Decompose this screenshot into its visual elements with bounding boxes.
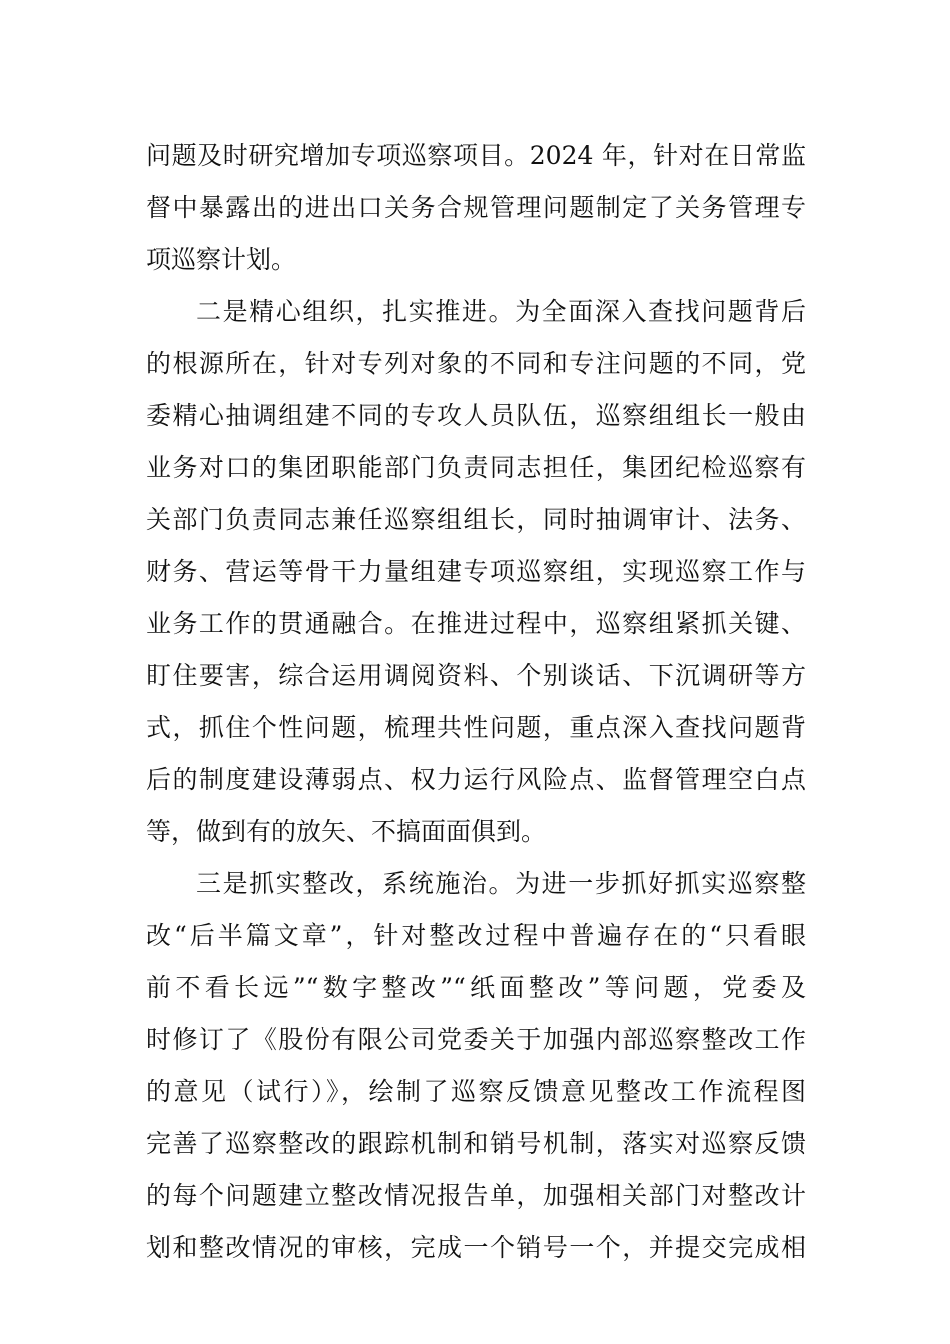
text-line: 项巡察计划。 bbox=[146, 245, 297, 274]
text-line: 委精心抽调组建不同的专攻人员队伍，巡察组组长一般由 bbox=[146, 401, 806, 430]
text-line: 的根源所在，针对专列对象的不同和专注问题的不同，党 bbox=[146, 349, 806, 378]
text-line: 前不看长远”“数字整改”“纸面整改”等问题，党委及 bbox=[146, 973, 806, 1002]
text-line: 督中暴露出的进出口关务合规管理问题制定了关务管理专 bbox=[146, 193, 806, 222]
text-line: 的每个问题建立整改情况报告单，加强相关部门对整改计 bbox=[146, 1181, 806, 1210]
text-line: 业务工作的贯通融合。在推进过程中，巡察组紧抓关键、 bbox=[146, 609, 806, 638]
text-line: 式，抓住个性问题，梳理共性问题，重点深入查找问题背 bbox=[146, 713, 806, 742]
paragraph-start-line: 三是抓实整改，系统施治。为进一步抓好抓实巡察整 bbox=[196, 869, 806, 898]
text-line: 业务对口的集团职能部门负责同志担任，集团纪检巡察有 bbox=[146, 453, 806, 482]
text-line: 划和整改情况的审核，完成一个销号一个，并提交完成相 bbox=[146, 1233, 806, 1262]
text-line: 关部门负责同志兼任巡察组组长，同时抽调审计、法务、 bbox=[146, 505, 806, 534]
paragraph-start-line: 二是精心组织，扎实推进。为全面深入查找问题背后 bbox=[196, 297, 806, 326]
text-line: 改“后半篇文章”，针对整改过程中普遍存在的“只看眼 bbox=[146, 921, 806, 950]
text-line: 时修订了《股份有限公司党委关于加强内部巡察整改工作 bbox=[146, 1025, 806, 1054]
text-line: 财务、营运等骨干力量组建专项巡察组，实现巡察工作与 bbox=[146, 557, 806, 586]
text-line: 盯住要害，综合运用调阅资料、个别谈话、下沉调研等方 bbox=[146, 661, 806, 690]
text-line: 等，做到有的放矢、不搞面面俱到。 bbox=[146, 817, 547, 846]
body-text bbox=[146, 130, 806, 1274]
text-line: 问题及时研究增加专项巡察项目。2024 年，针对在日常监 bbox=[146, 141, 806, 170]
text-line: 后的制度建设薄弱点、权力运行风险点、监督管理空白点 bbox=[146, 765, 806, 794]
text-line: 完善了巡察整改的跟踪机制和销号机制，落实对巡察反馈 bbox=[146, 1129, 806, 1158]
text-line: 的意见（试行）》，绘制了巡察反馈意见整改工作流程图 bbox=[146, 1077, 806, 1106]
